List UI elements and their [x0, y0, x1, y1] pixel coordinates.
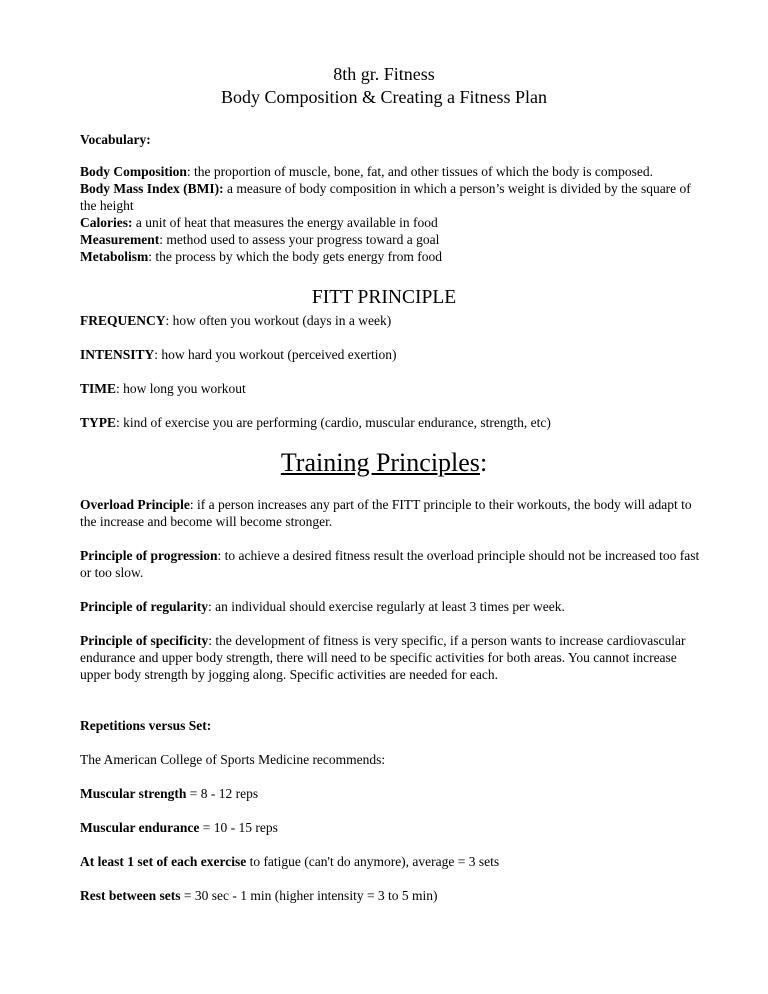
fitt-item-time: TIME: how long you workout: [80, 381, 246, 396]
training-heading: Training Principles:: [280, 448, 488, 477]
title-line-2: Body Composition & Creating a Fitness Plan: [220, 87, 547, 107]
reps-item-rest: Rest between sets = 30 sec - 1 min (higher intensity = 3 to 5 min): [80, 888, 438, 903]
fitt-item-intensity: INTENSITY: how hard you workout (perceived exertion): [80, 347, 397, 362]
reps-intro: The American College of Sports Medicine recommends:: [80, 752, 386, 767]
fitt-item-type: TYPE: kind of exercise you are performing (cardio, muscular endurance, strength, etc): [80, 415, 551, 430]
reps-item-sets: At least 1 set of each exercise to fatigue (can't do anymore), average = 3 sets: [80, 854, 500, 869]
title-line-1: 8th gr. Fitness: [333, 64, 435, 84]
vocabulary-heading: Vocabulary:: [80, 132, 151, 147]
reps-heading: Repetitions versus Set:: [80, 718, 212, 733]
vocab-item-body-composition: Body Composition: the proportion of muscle, bone, fat, and other tissues of which the body is composed.: [80, 164, 653, 179]
fitt-item-frequency: FREQUENCY: how often you workout (days in a week): [80, 313, 392, 328]
vocab-item-calories: Calories: a unit of heat that measures the energy available in food: [80, 215, 438, 230]
reps-item-muscular-endurance: Muscular endurance = 10 - 15 reps: [80, 820, 278, 835]
reps-item-muscular-strength: Muscular strength = 8 - 12 reps: [80, 786, 259, 801]
training-item-specificity: Principle of specificity: the development of fitness is very specific, if a person wants to increase cardiovascular endurance and upper body strength, there will need to be specific activities for both areas. You cannot increase upper body strength by jogging along. Specific activities are needed for each.: [80, 633, 686, 682]
training-item-progression: Principle of progression: to achieve a desired fitness result the overload principle should not be increased too fast or too slow.: [80, 548, 700, 580]
vocab-item-measurement: Measurement: method used to assess your progress toward a goal: [80, 232, 440, 247]
training-item-overload: Overload Principle: if a person increases any part of the FITT principle to their workouts, the body will adapt to the increase and become will become stronger.: [80, 497, 692, 529]
vocab-item-bmi: Body Mass Index (BMI): a measure of body composition in which a person’s weight is divided by the square of the height: [80, 181, 691, 213]
vocab-item-metabolism: Metabolism: the process by which the body gets energy from food: [80, 249, 442, 264]
fitt-heading: FITT PRINCIPLE: [311, 287, 457, 308]
training-item-regularity: Principle of regularity: an individual should exercise regularly at least 3 times per week.: [80, 599, 565, 614]
